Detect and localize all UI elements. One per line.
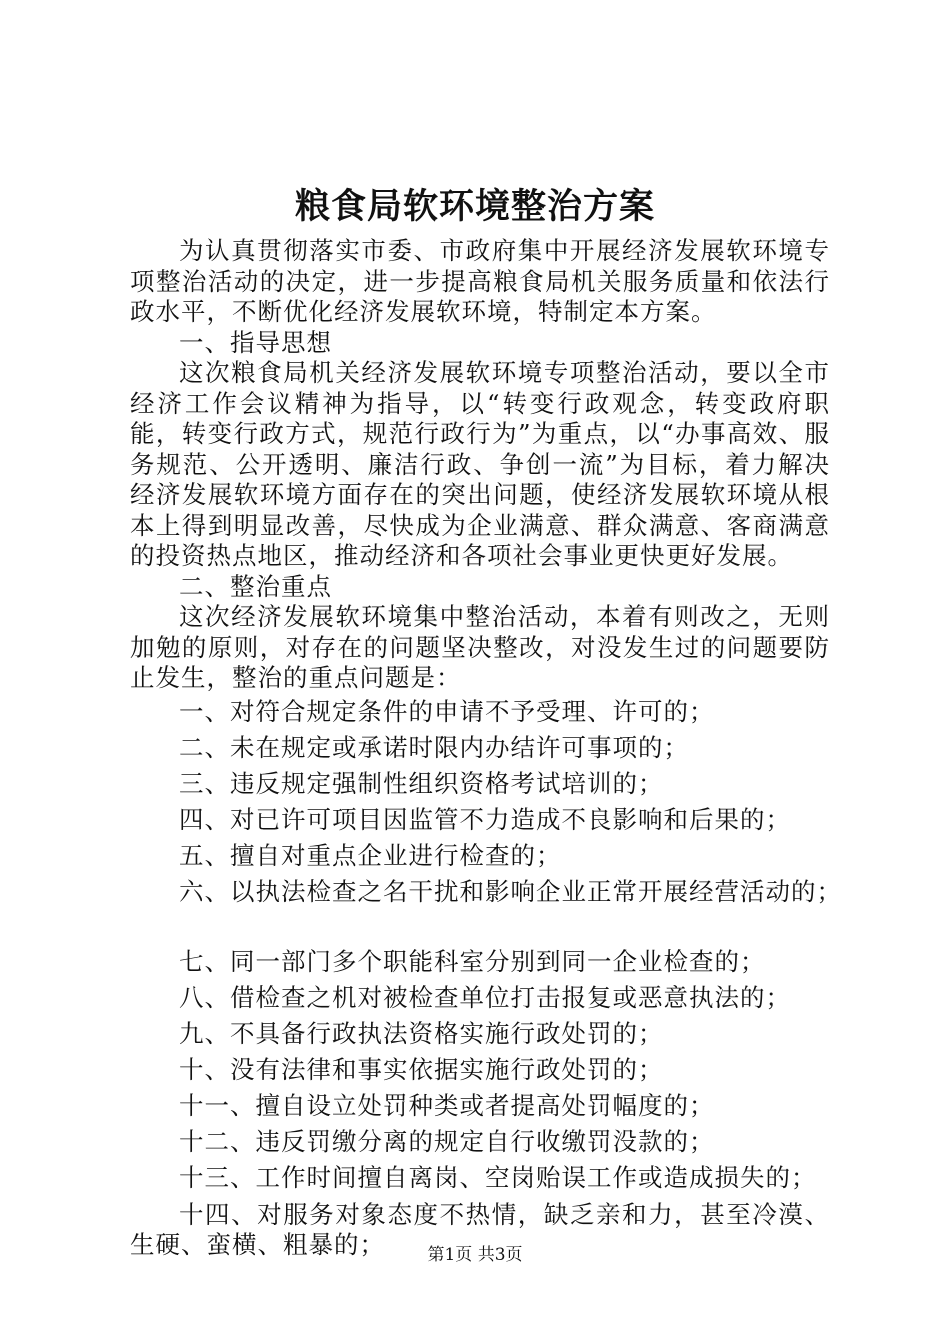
list-item: 六、以执法检查之名干扰和影响企业正常开展经营活动的； bbox=[179, 876, 842, 906]
page-footer: 第1页 共3页 bbox=[427, 1245, 523, 1265]
section-paragraph-guiding-ideology: 这次粮食局机关经济发展软环境专项整治活动，要以全市经济工作会议精神为指导，以“转变行政观念，转变政府职能，转变行政方式，规范行政行为”为重点，以“办事高效、服务规范、公开透明、廉洁行政、争创一流”为目标，着力解决经济发展软环境方面存在的突出问题，使经济发展软环境从根本上得到明显改善，尽快成为企业满意、群众满意、客商满意的投资热点地区，推动经济和各项社会事业更快更好发展。 bbox=[130, 358, 830, 570]
list-item: 十二、违反罚缴分离的规定自行收缴罚没款的； bbox=[179, 1126, 715, 1156]
document-title: 粮食局软环境整治方案 bbox=[294, 186, 655, 227]
intro-paragraph: 为认真贯彻落实市委、市政府集中开展经济发展软环境专项整治活动的决定，进一步提高粮食局机关服务质量和依法行政水平，不断优化经济发展软环境，特制定本方案。 bbox=[130, 236, 830, 326]
list-item: 十一、擅自设立处罚种类或者提高处罚幅度的； bbox=[179, 1090, 715, 1120]
list-item: 三、违反规定强制性组织资格考试培训的； bbox=[179, 768, 664, 798]
section-heading-key-points: 二、整治重点 bbox=[179, 571, 332, 601]
list-item: 十四、对服务对象态度不热情，缺乏亲和力，甚至冷漠、生硬、蛮横、粗暴的； bbox=[130, 1199, 830, 1259]
section-heading-guiding-ideology: 一、指导思想 bbox=[179, 327, 332, 357]
list-item: 十、没有法律和事实依据实施行政处罚的； bbox=[179, 1054, 664, 1084]
list-item: 七、同一部门多个职能科室分别到同一企业检查的； bbox=[179, 946, 766, 976]
list-item: 二、未在规定或承诺时限内办结许可事项的； bbox=[179, 732, 689, 762]
list-item: 四、对已许可项目因监管不力造成不良影响和后果的； bbox=[179, 804, 791, 834]
list-item: 一、对符合规定条件的申请不予受理、许可的； bbox=[179, 696, 715, 726]
list-item: 九、不具备行政执法资格实施行政处罚的； bbox=[179, 1018, 664, 1048]
list-item: 八、借检查之机对被检查单位打击报复或恶意执法的； bbox=[179, 982, 791, 1012]
key-issues-list bbox=[130, 694, 842, 1261]
list-item: 十三、工作时间擅自离岗、空岗贻误工作或造成损失的； bbox=[179, 1162, 817, 1192]
document-body bbox=[130, 236, 842, 1261]
list-item: 五、擅自对重点企业进行检查的； bbox=[179, 840, 562, 870]
section-paragraph-key-points: 这次经济发展软环境集中整治活动，本着有则改之，无则加勉的原则，对存在的问题坚决整改，对没发生过的问题要防止发生，整治的重点问题是： bbox=[130, 602, 830, 692]
